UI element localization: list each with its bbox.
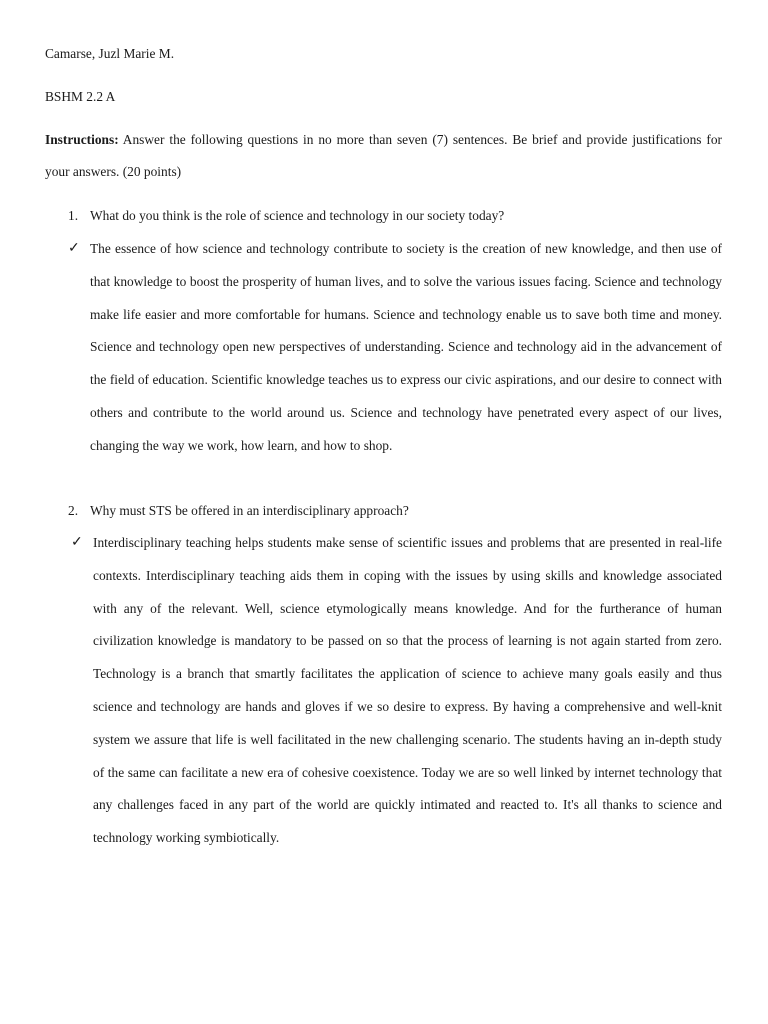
question-1-number: 1. [68, 208, 79, 223]
answer-2: Interdisciplinary teaching helps students make sense of scientific issues and problems that are presented in real-life contexts. Interdisciplinary teaching aids them in coping with the issues by using skills and knowledge associated with any of the relevant. Well, science etymologically means knowledge. And for the furtherance of human civilization knowledge is mandatory to be passed on so that the process of learning is not again started from zero. Technology is a branch that smartly facilitates the application of science to achieve many goals easily and thus science and technology are hands and gloves if we so desire to express. By having a comprehensive and well-knit system we assure that life is well facilitated in the new challenging scenario. The students having an in-depth study of the same can facilitate a new era of cohesive coexistence. Today we are so well linked by internet technology that any challenges faced in any part of the world are quickly intimated and reacted to. It's all thanks to science and technology working symbiotically. [93, 535, 722, 846]
check-mark-icon: ✓ [71, 535, 83, 550]
instructions-paragraph [45, 124, 722, 188]
answer-1: The essence of how science and technology contribute to society is the creation of new knowledge, and then use of that knowledge to boost the prosperity of human lives, and to solve the various issues facing. Science and technology make life easier and more comfortable for humans. Science and technology enable us to save both time and money. Science and technology open new perspectives of understanding. Science and technology aid in the advancement of the field of education. Scientific knowledge teaches us to express our civic aspirations, and our desire to connect with others and contribute to the world around us. Science and technology have penetrated every aspect of our lives, changing the way we work, how learn, and how to shop. [90, 241, 722, 453]
question-2-text: Why must STS be offered in an interdisciplinary approach? [90, 503, 409, 518]
question-1 [68, 208, 722, 224]
check-mark-icon: ✓ [68, 241, 80, 256]
question-2 [68, 503, 722, 519]
instructions-label: Instructions: [45, 132, 119, 147]
question-2-number: 2. [68, 503, 79, 518]
instructions-text: Answer the following questions in no more than seven (7) sentences. Be brief and provide justifications for your answers. (20 points) [45, 132, 722, 179]
question-1-text: What do you think is the role of science and technology in our society today? [90, 208, 505, 223]
student-name: Camarse, Juzl Marie M. [45, 46, 175, 61]
class-section: BSHM 2.2 A [45, 89, 116, 104]
